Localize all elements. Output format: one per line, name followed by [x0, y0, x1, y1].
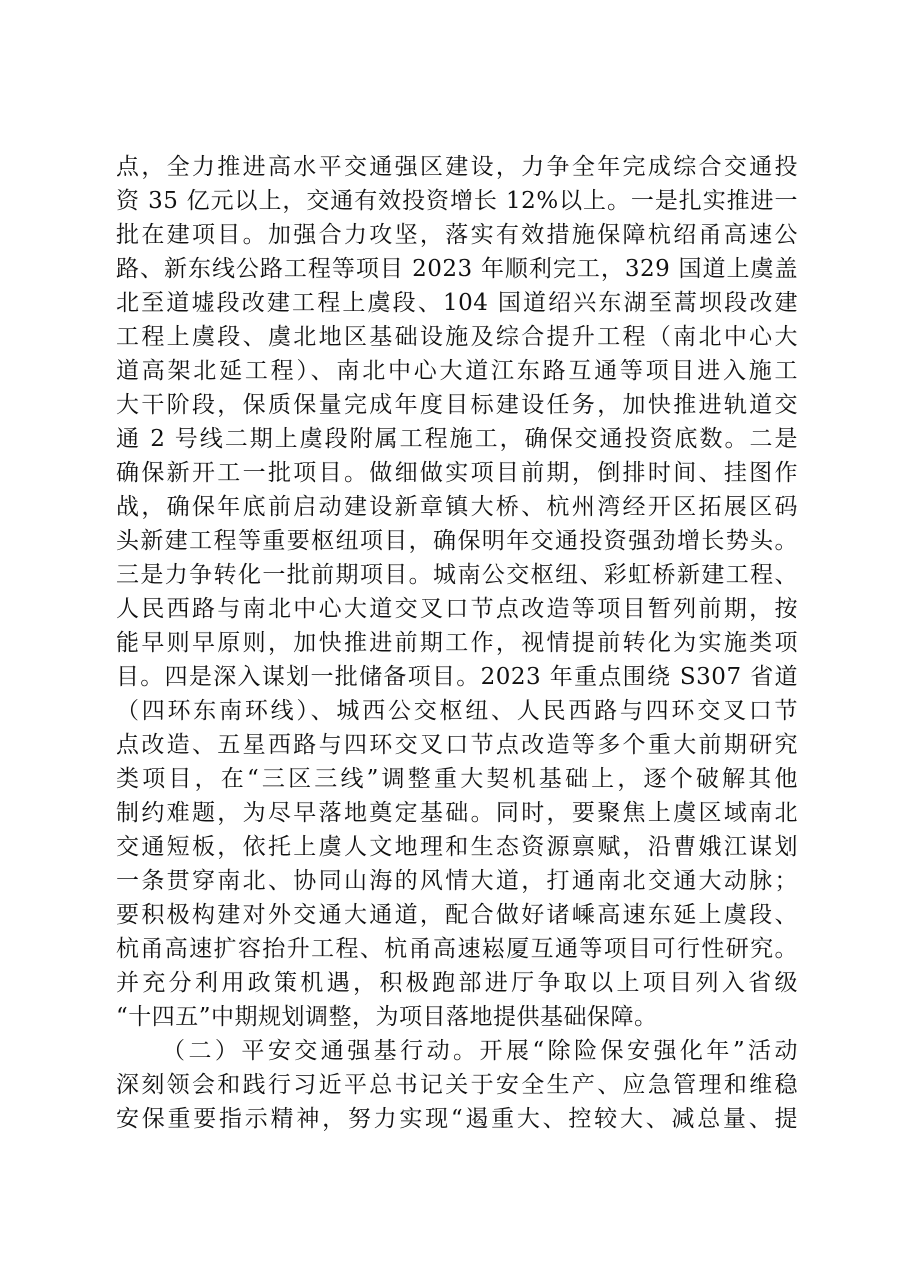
text-line: 点，全力推进高水平交通强区建设，力争全年完成综合交通投 — [116, 154, 798, 180]
text-line: 战，确保年底前启动建设新章镇大桥、杭州湾经开区拓展区码 — [116, 494, 798, 520]
text-line: 能早则早原则，加快推进前期工作，视情提前转化为实施类项 — [116, 630, 798, 656]
text-line: 安保重要指示精神，努力实现“遏重大、控较大、减总量、提 — [116, 1106, 798, 1132]
text-line: 资 35 亿元以上，交通有效投资增长 12%以上。一是扎实推进一 — [116, 188, 798, 214]
text-line: 并充分利用政策机遇，积极跑部进厅争取以上项目列入省级 — [116, 970, 798, 996]
text-line: 道高架北延工程）、南北中心大道江东路互通等项目进入施工 — [116, 358, 798, 384]
text-line: 一条贯穿南北、协同山海的风情大道，打通南北交通大动脉； — [116, 868, 798, 894]
text-line: 点改造、五星西路与四环交叉口节点改造等多个重大前期研究 — [116, 732, 798, 758]
paragraph-end-line: “十四五”中期规划调整，为项目落地提供基础保障。 — [116, 1004, 658, 1030]
text-line: 大干阶段，保质保量完成年度目标建设任务，加快推进轨道交 — [116, 392, 798, 418]
text-line: 要积极构建对外交通大通道，配合做好诸嵊高速东延上虞段、 — [116, 902, 798, 928]
text-line: 杭甬高速扩容抬升工程、杭甬高速崧厦互通等项目可行性研究。 — [116, 936, 798, 962]
text-line: 深刻领会和践行习近平总书记关于安全生产、应急管理和维稳 — [116, 1072, 798, 1098]
text-line: 交通短板，依托上虞人文地理和生态资源禀赋，沿曹娥江谋划 — [116, 834, 798, 860]
text-line: 路、新东线公路工程等项目 2023 年顺利完工，329 国道上虞盖 — [116, 256, 798, 282]
text-line: 类项目，在“三区三线”调整重大契机基础上，逐个破解其他 — [116, 766, 798, 792]
document-body — [116, 150, 798, 1136]
text-line: 人民西路与南北中心大道交叉口节点改造等项目暂列前期，按 — [116, 596, 798, 622]
section-heading-line: （二）平安交通强基行动。开展“除险保安强化年”活动 — [162, 1038, 798, 1064]
text-line: 批在建项目。加强合力攻坚，落实有效措施保障杭绍甬高速公 — [116, 222, 798, 248]
text-line: 头新建工程等重要枢纽项目，确保明年交通投资强劲增长势头。 — [116, 528, 798, 554]
text-line: （四环东南环线）、城西公交枢纽、人民西路与四环交叉口节 — [116, 698, 798, 724]
text-line: 三是力争转化一批前期项目。城南公交枢纽、彩虹桥新建工程、 — [116, 562, 798, 588]
text-line: 制约难题，为尽早落地奠定基础。同时，要聚焦上虞区域南北 — [116, 800, 798, 826]
text-line: 工程上虞段、虞北地区基础设施及综合提升工程（南北中心大 — [116, 324, 798, 350]
text-line: 北至道墟段改建工程上虞段、104 国道绍兴东湖至蒿坝段改建 — [116, 290, 798, 316]
text-line: 目。四是深入谋划一批储备项目。2023 年重点围绕 S307 省道 — [116, 664, 798, 690]
text-line: 确保新开工一批项目。做细做实项目前期，倒排时间、挂图作 — [116, 460, 798, 486]
text-line: 通 2 号线二期上虞段附属工程施工，确保交通投资底数。二是 — [116, 426, 798, 452]
